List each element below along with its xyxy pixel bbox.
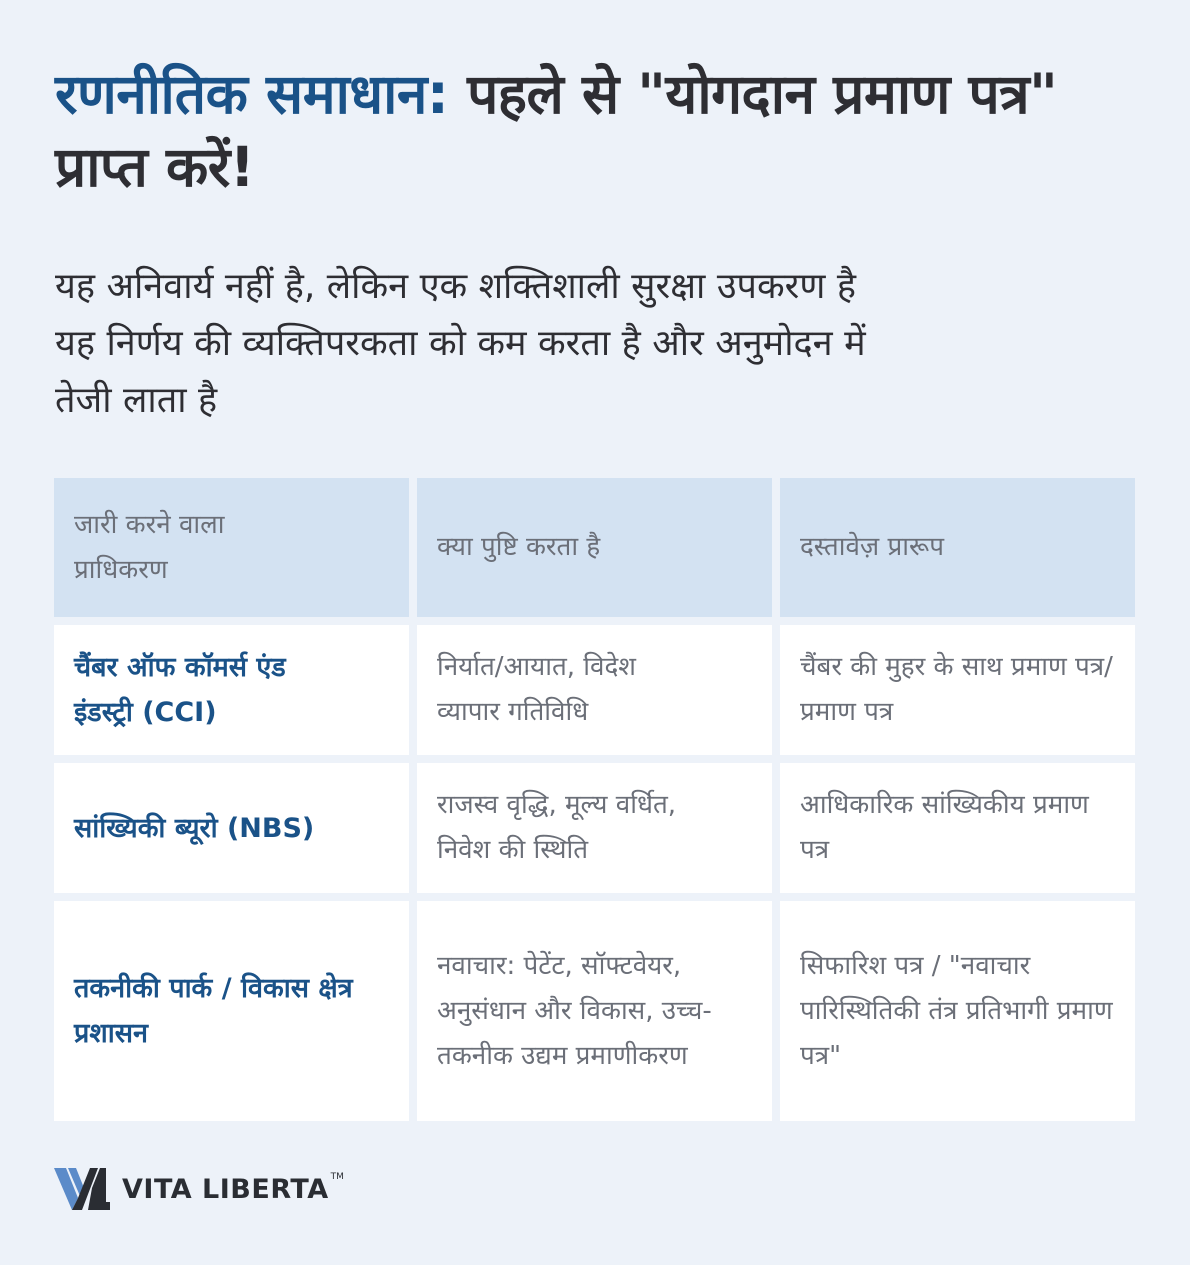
header-label: क्या पुष्टि करता है	[437, 532, 601, 562]
header-cell-format	[780, 478, 1135, 617]
table-cell-authority	[54, 763, 409, 893]
header-label: दस्तावेज़ प्रारूप	[800, 532, 944, 562]
authority-text: चैंबर ऑफ कॉमर्स एंड इंडस्ट्री (CCI)	[74, 652, 286, 728]
format-text: चैंबर की मुहर के साथ प्रमाण पत्र/प्रमाण पत्र	[800, 652, 1113, 727]
subtitle-line: यह निर्णय की व्यक्तिपरकता को कम करता है और अनुमोदन में	[55, 323, 866, 364]
title-accent: रणनीतिक समाधान:	[55, 62, 449, 126]
table-cell-confirms	[417, 901, 772, 1121]
brand-logo	[54, 1168, 344, 1210]
authority-text: तकनीकी पार्क / विकास क्षेत्र प्रशासन	[74, 973, 353, 1049]
subtitle-line: यह अनिवार्य नहीं है, लेकिन एक शक्तिशाली सुरक्षा उपकरण है	[55, 266, 856, 307]
page-title	[55, 58, 1135, 204]
authority-text: सांख्यिकी ब्यूरो (NBS)	[74, 812, 315, 844]
table-cell-format	[780, 763, 1135, 893]
header-cell-authority	[54, 478, 409, 617]
table-cell-authority	[54, 901, 409, 1121]
title-rest: पहले से "योगदान प्रमाण पत्र" प्राप्त करें!	[55, 62, 1058, 199]
brand-name: VITA LIBERTA	[122, 1173, 329, 1205]
header-cell-confirms	[417, 478, 772, 617]
trademark-mark: TM	[330, 1172, 344, 1182]
subtitle-line: तेजी लाता है	[55, 380, 218, 421]
format-text: सिफारिश पत्र / "नवाचार पारिस्थितिकी तंत्र प्रतिभागी प्रमाण पत्र"	[800, 950, 1113, 1071]
confirms-text: निर्यात/आयात, विदेश व्यापार गतिविधि	[437, 652, 636, 727]
table-cell-confirms	[417, 763, 772, 893]
certificate-table	[54, 478, 1135, 1121]
header-label: जारी करने वाला प्राधिकरण	[74, 509, 225, 585]
format-text: आधिकारिक सांख्यिकीय प्रमाण पत्र	[800, 790, 1089, 865]
table-cell-authority	[54, 625, 409, 755]
confirms-text: राजस्व वृद्धि, मूल्य वर्धित, निवेश की स्थिति	[437, 790, 677, 865]
table-cell-format	[780, 625, 1135, 755]
table-cell-confirms	[417, 625, 772, 755]
confirms-text: नवाचार: पेटेंट, सॉफ्टवेयर, अनुसंधान और विकास, उच्च-तकनीक उद्यम प्रमाणीकरण	[437, 950, 712, 1071]
subtitle	[55, 258, 1145, 429]
table-cell-format	[780, 901, 1135, 1121]
vl-monogram-icon	[54, 1168, 110, 1210]
